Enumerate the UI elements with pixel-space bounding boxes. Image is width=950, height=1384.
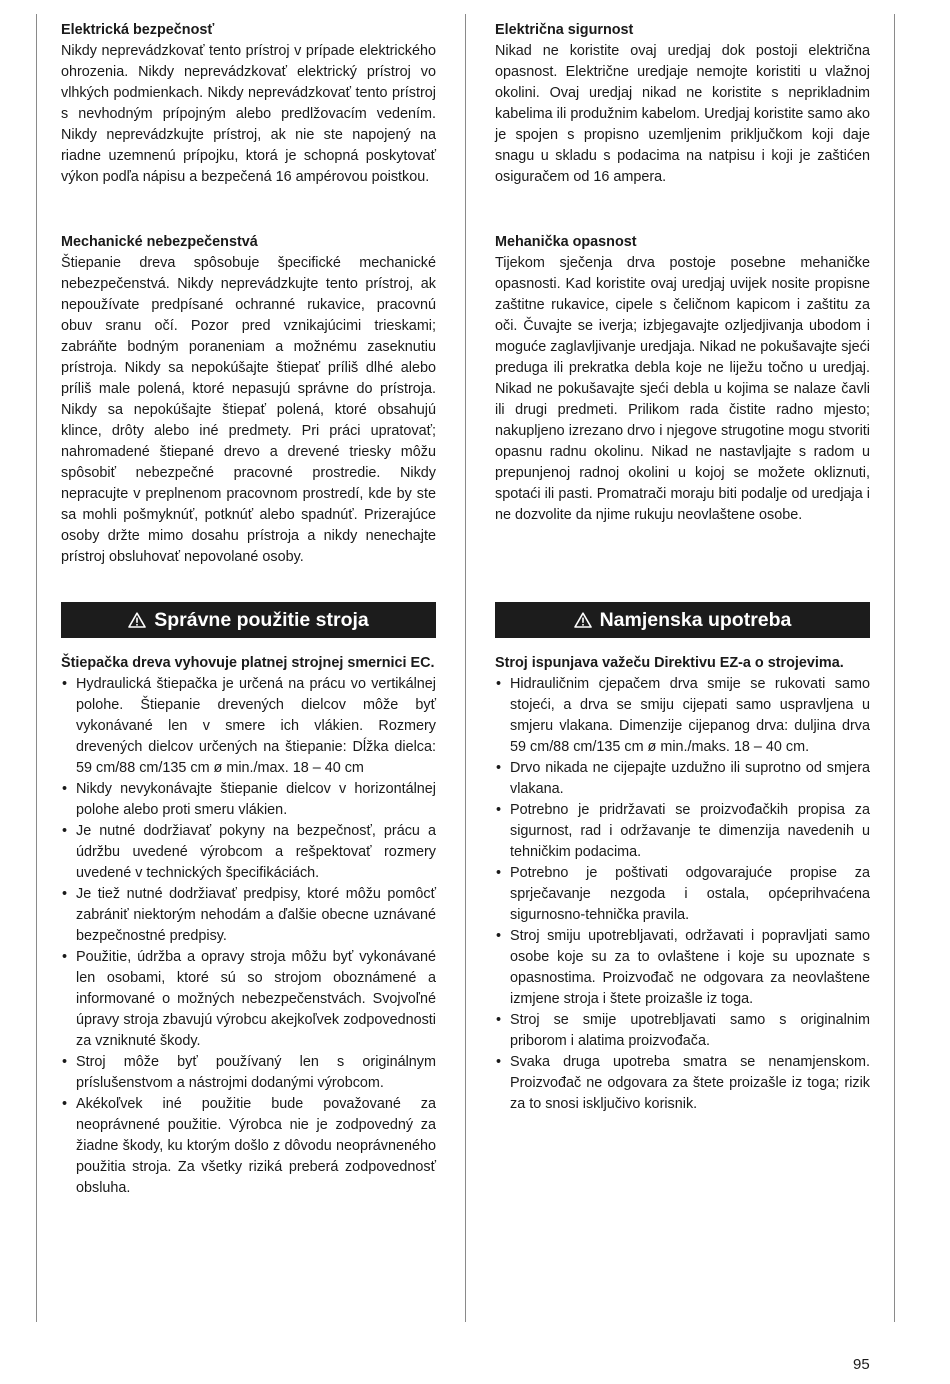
electrical-safety-section-sk [61, 20, 436, 232]
list-item: • Svaka druga upotreba smatra se nenamjenskom. Proizvođač ne odgovara za štete proizašle iz toga; rizik za to snosi isključivo korisnik. [495, 1052, 870, 1115]
list-item: • Akékoľvek iné použitie bude považované za neoprávnené použitie. Výrobca nie je zodpovedný za žiadne škody, ku ktorým došlo z dôvodu neoprávneného použitia stroja. Za všetky riziká preberá zodpovednosť obsluha. [61, 1094, 436, 1199]
usage-list [495, 674, 870, 1115]
section-heading: Mehanička opasnost [495, 234, 637, 250]
section-heading: Mechanické nebezpečenstvá [61, 234, 258, 250]
list-item: • Potrebno je poštivati odgovarajuće propise za sprječavanje nezgoda i ostala, općeprihvaćena sigurnosno-tehnička pravila. [495, 863, 870, 926]
banner-title: Namjenska upotreba [599, 608, 792, 631]
intended-use-section-hr [495, 653, 870, 1115]
list-item: • Hidrauličnim cjepačem drva smije se rukovati samo stojeći, a drva se smiju cijepati samo uspravljena u smjeru vlakana. Dimenzije cijepanog drva: duljina drva 59 cm/88 cm/135 cm ø min./maks. 18 – 40 cm. [495, 674, 870, 758]
section-text: Nikdy neprevádzkovať tento prístroj v prípade elektrického ohrozenia. Nikdy neprevádzkovať elektrický prístroj vo vlhkých podmienkach. Nikdy neprevádzkovať tento prístroj s nevhodným prípojným alebo predlžovacím vedením. Nikdy neprevádzkujte prístroj, ak nie ste napojený na riadne uzemnenú prípojku, ktorá je schopná poskytovať výkon podľa nápisu a bezpečená 16 ampérovou poistkou. [61, 43, 436, 185]
list-item: • Potrebno je pridržavati se proizvođačkih propisa za sigurnost, rad i održavanje te dimenzija navedenih u tehničkim podacima. [495, 800, 870, 863]
usage-list [61, 674, 436, 1199]
section-heading: Stroj ispunjava važeču Direktivu EZ-a o strojevima. [495, 655, 844, 671]
page-number: 95 [853, 1356, 870, 1373]
list-item: • Je nutné dodržiavať pokyny na bezpečnosť, prácu a údržbu uvedené výrobcom a rešpektovať rozmery uvedené v technických špecifikáciách. [61, 821, 436, 884]
list-item: • Stroj môže byť používaný len s originálnym príslušenstvom a nástrojmi dodanými výrobcom. [61, 1052, 436, 1094]
section-banner-hr [495, 602, 870, 638]
warning-triangle-icon [128, 612, 146, 628]
section-heading: Električna sigurnost [495, 22, 634, 38]
section-text: Tijekom sječenja drva postoje posebne mehaničke opasnosti. Kad koristite ovaj uredjaj uvijek nosite propisne zaštitne rukavice, cipele s čeličnom kapicom i zaštitu za oči. Čuvajte se iverja; izbjegavajte ozljedjivanja ubodom i moguće zaglavljivanje uredjaja. Nikad ne pokušavajte sjeći preduga ili prekratka debla koje ne liježu točno u uredjaj. Nikad ne pokušavajte sjeći debla u kojima se nalaze čavli ili drugi predmeti. Prilikom rada čistite radno mjesto; nakupljeno izrezano drvo i njegove strugotine mogu stvoriti opasnu radnu okolinu. Nikad ne nastavljajte s radom u prepunjenoj radnoj okolini u kojoj se možete okliznuti, spotaći ili pasti. Promatrači moraju biti podalje od uredjaja i ne dozvolite da njime rukuju neovlaštene osobe. [495, 255, 870, 523]
list-item: • Je tiež nutné dodržiavať predpisy, ktoré môžu pomôcť zabrániť niektorým nehodám a ďalšie obecne uznávané bezpečnostné predpisy. [61, 884, 436, 947]
right-column-safety [495, 20, 870, 526]
column-rule-left [36, 14, 37, 1322]
column-rule-right [894, 14, 895, 1322]
list-item: • Použitie, údržba a opravy stroja môžu byť vykonávané len osobami, ktoré sú so strojom oboznámené a informované o možných nebezpečenstvách. Svojvoľné úpravy stroja zbavujú výrobcu akejkoľvek zodpovednosti za vzniknuté škody. [61, 947, 436, 1052]
list-item: • Stroj se smije upotrebljavati samo s originalnim priborom i alatima proizvođača. [495, 1010, 870, 1052]
section-heading: Elektrická bezpečnosť [61, 22, 215, 38]
section-text: Štiepanie dreva spôsobuje špecifické mechanické nebezpečenstvá. Nikdy neprevádzkujte tento prístroj, ak nepoužívate predpísané ochranné rukavice, pracovnú obuv sranu očí. Pozor pred vznikajúcimi trieskami; zabráňte bodným poraneniam a možnému zaseknutiu prístroja. Nikdy sa nepokúšajte štiepať príliš dlhé alebo príliš male polená, ktoré nepasujú správne do prístroja. Nikdy sa nepokúšajte štiepať polená, ktoré obsahujú klince, drôty alebo iné predmety. Pri práci upratovať; nahromadené štiepané drevo a drevené triesky môžu spôsobiť nebezpečné pracovné prostredie. Nikdy nepracujte v preplnenom pracovnom prostredí, kde by ste sa mohli pošmyknúť, potknúť alebo spadnúť. Prizerajúce osoby držte mimo dosahu prístroja a nikdy nenechajte prístroj obsluhovať nepovolané osoby. [61, 255, 436, 565]
list-item: • Hydraulická štiepačka je určená na prácu vo vertikálnej polohe. Štiepanie drevených dielcov môže byť vykonávané len v smere ich vlákien. Rozmery drevených dielcov určených na štiepanie: Dĺžka dielca: 59 cm/88 cm/135 cm ø min./max. 18 – 40 cm [61, 674, 436, 779]
warning-triangle-icon [574, 612, 592, 628]
list-item: • Stroj smiju upotrebljavati, održavati i popravljati samo osobe koje su za to ovlaštene i koje su upoznate s opasnostima. Proizvođač ne odgovara za neovlaštene izmjene stroja i štete proizašle iz toga. [495, 926, 870, 1010]
electrical-safety-section-hr [495, 20, 870, 232]
mechanical-hazards-section-sk [61, 232, 436, 568]
section-text: Nikad ne koristite ovaj uredjaj dok postoji električna opasnost. Električne uredjaje nemojte koristiti u vlažnoj okolini. Ovaj uredjaj nikad ne koristite s neprikladnim kabelima ili produžnim kabelom. Uredjaj koristite samo ako je spojen s propisno uzemljenim priključkom koji daje snagu u skladu s podacima na natpisu i koji je zaštićen osiguračem od 16 ampera. [495, 43, 870, 185]
section-heading: Štiepačka dreva vyhovuje platnej strojnej smernici EC. [61, 655, 435, 671]
intended-use-section-sk [61, 653, 436, 1199]
section-banner-sk [61, 602, 436, 638]
mechanical-hazards-section-hr [495, 232, 870, 526]
list-item: • Nikdy nevykonávajte štiepanie dielcov v horizontálnej polohe alebo proti smeru vlákien. [61, 779, 436, 821]
column-rule-center [465, 14, 466, 1322]
list-item: • Drvo nikada ne cijepajte uzdužno ili suprotno od smjera vlakana. [495, 758, 870, 800]
left-column-safety [61, 20, 436, 568]
banner-title: Správne použitie stroja [154, 608, 369, 631]
